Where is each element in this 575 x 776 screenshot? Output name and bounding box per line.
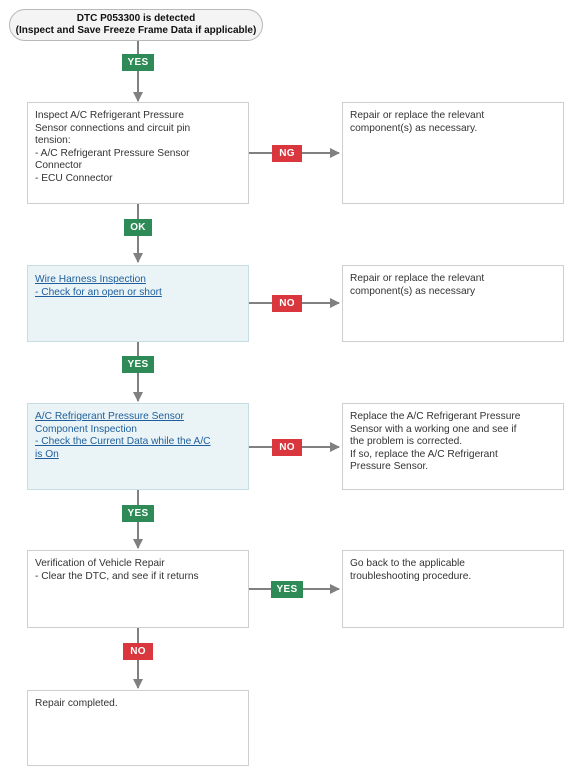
step4-box [27,550,249,628]
step1-line: - A/C Refrigerant Pressure Sensor [35,147,190,159]
step3-result-line: Sensor with a working one and see if [350,423,517,435]
repair-completed-box [27,690,249,766]
step1-result-line: Repair or replace the relevant [350,110,485,121]
start-title: DTC P053300 is detected [76,13,196,24]
step2-box [27,265,249,342]
step3-no-result-box [342,403,564,490]
step3-result-line: Replace the A/C Refrigerant Pressure [350,411,521,422]
start-subtitle: (Inspect and Save Freeze Frame Data if applicable) [15,25,257,36]
step1-line: Inspect A/C Refrigerant Pressure [35,110,184,121]
step2-no-result-box [342,265,564,342]
step1-result-line: component(s) as necessary. [350,122,478,134]
step1-line: Sensor connections and circuit pin [35,122,191,134]
step3-result-line: If so, replace the A/C Refrigerant [350,448,498,460]
step3-box [27,403,249,490]
check-current-data-link-cont[interactable]: is On [35,448,59,460]
step1-box [27,102,249,204]
step1-line: - ECU Connector [35,172,113,184]
step2-result-line: Repair or replace the relevant [350,273,485,284]
badge-step2-no: NO [272,295,302,312]
badge-start-yes: YES [122,54,154,71]
check-open-short-link[interactable]: - Check for an open or short [35,286,162,298]
step2-result-line: component(s) as necessary [350,285,476,297]
repair-completed-text: Repair completed. [35,698,118,709]
step1-line: Connector [35,160,83,172]
badge-step3-no: NO [272,439,302,456]
step1-ng-result-box [342,102,564,204]
badge-step1-ok: OK [124,219,152,236]
step4-line: - Clear the DTC, and see if it returns [35,570,199,582]
step1-line: tension: [35,135,71,147]
step3-line: Component Inspection [35,423,137,435]
badge-step2-yes: YES [122,356,154,373]
wire-harness-inspection-link[interactable]: Wire Harness Inspection [35,274,146,285]
badge-step4-no: NO [123,643,153,660]
badge-step3-yes: YES [122,505,154,522]
check-current-data-link[interactable]: - Check the Current Data while the A/C [35,436,211,448]
step4-result-line: troubleshooting procedure. [350,570,472,582]
step4-yes-result-box [342,550,564,628]
badge-step1-ng: NG [272,145,302,162]
step3-result-line: the problem is corrected. [350,436,463,448]
step4-line: Verification of Vehicle Repair [35,558,165,569]
step4-result-line: Go back to the applicable [350,558,465,569]
step3-result-line: Pressure Sensor. [350,461,429,473]
badge-step4-yes: YES [271,581,303,598]
sensor-component-inspection-link[interactable]: A/C Refrigerant Pressure Sensor [35,411,184,422]
